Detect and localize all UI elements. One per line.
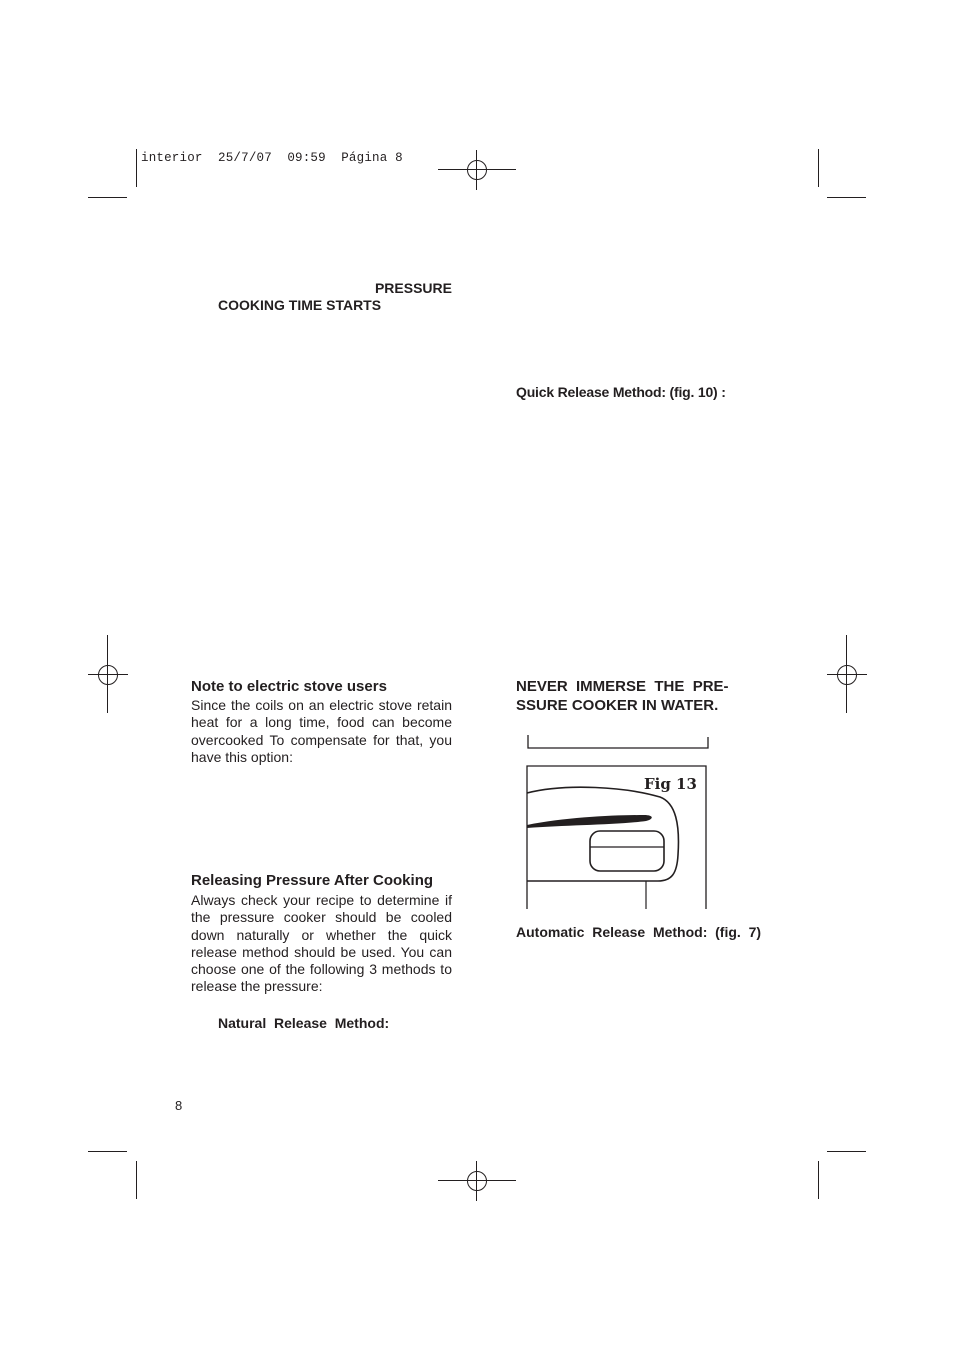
page-number: 8 — [175, 1098, 183, 1113]
crop-mark-bottom-left-h — [88, 1151, 127, 1152]
figure-label: Fig 13 — [644, 775, 697, 793]
note-heading: Note to electric stove users — [191, 678, 387, 695]
bracket-line — [526, 734, 712, 750]
crop-mark-top-left-h — [88, 197, 127, 198]
crop-mark-top-left-v — [136, 149, 137, 187]
automatic-release-label: Automatic Release Method: (fig. 7) — [516, 924, 762, 940]
releasing-heading: Releasing Pressure After Cooking — [191, 872, 434, 889]
quick-release-label: Quick Release Method: (fig. 10) : — [516, 384, 726, 400]
registration-mark-left — [88, 655, 128, 695]
figure-13 — [526, 765, 710, 909]
natural-release-label: Natural Release Method: — [218, 1015, 390, 1031]
warning-line-1: NEVER IMMERSE THE PRE- — [516, 678, 729, 695]
crop-mark-bottom-right-h — [827, 1151, 866, 1152]
note-body: Since the coils on an electric stove retain heat for a long time, food can become overcooked To compensate for that, you have this option: — [191, 697, 452, 765]
crop-mark-top-right-h — [827, 197, 866, 198]
crop-mark-top-right-v — [818, 149, 819, 187]
releasing-body: Always check your recipe to determine if the pressure cooker should be cooled down naturally or whether the quick release method should be used. You can choose one of the following 3 methods to release the pressure: — [191, 892, 452, 995]
registration-mark-top — [457, 150, 497, 190]
crop-mark-bottom-left-v — [136, 1161, 137, 1199]
registration-mark-bottom — [457, 1161, 497, 1201]
cooking-time-label: COOKING TIME STARTS — [218, 297, 382, 313]
crop-mark-bottom-right-v — [818, 1161, 819, 1199]
registration-mark-right — [827, 655, 867, 695]
pressure-label: PRESSURE — [374, 280, 452, 296]
print-slug: interior 25/7/07 09:59 Página 8 — [141, 151, 403, 165]
warning-line-2: SSURE COOKER IN WATER. — [516, 697, 719, 714]
